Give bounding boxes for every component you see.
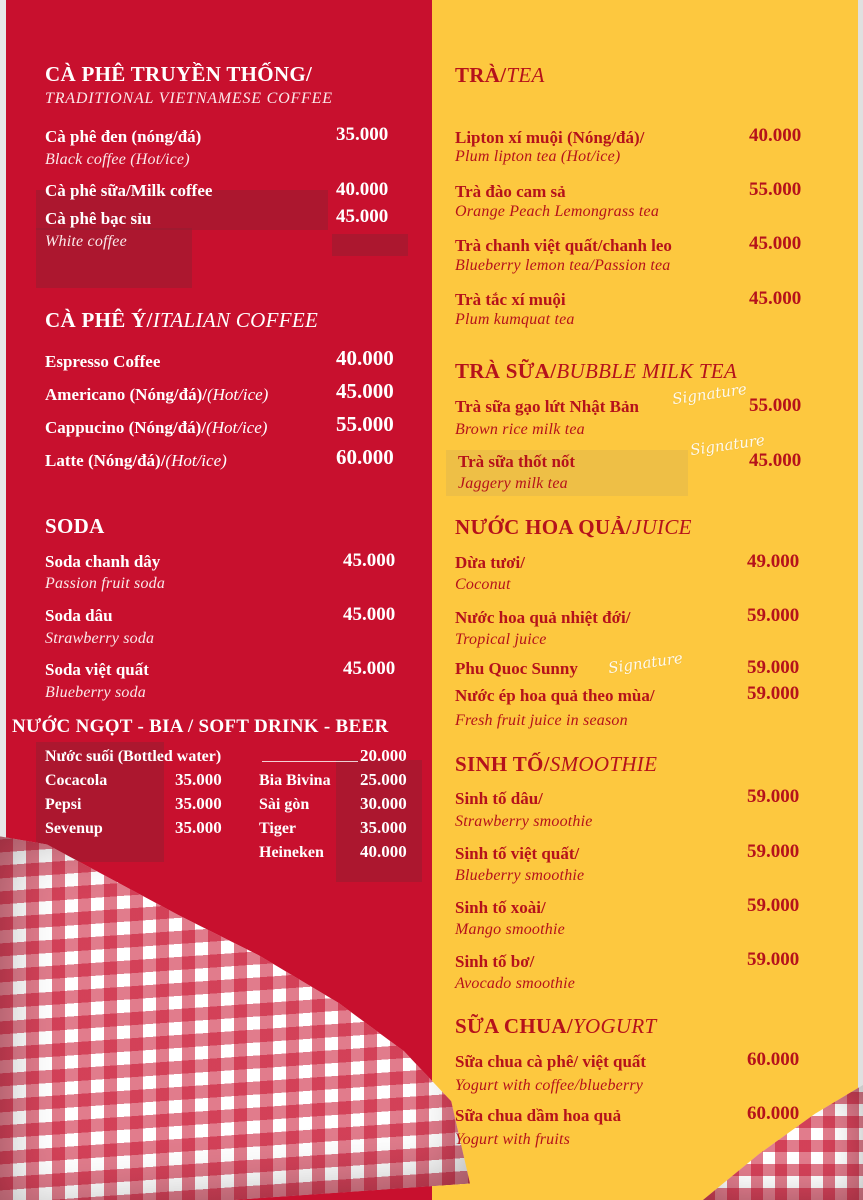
- section-subtitle-traditional-coffee: TRADITIONAL VIETNAMESE COFFEE: [45, 90, 333, 107]
- section-title-soda: SODA: [45, 514, 105, 538]
- section-title-vi: SỮA CHUA/: [455, 1014, 574, 1038]
- section-title-vi: TRÀ/: [455, 63, 507, 87]
- menu-item-english: Plum lipton tea (Hot/ice): [455, 148, 621, 165]
- menu-item-english: Orange Peach Lemongrass tea: [455, 203, 660, 220]
- menu-item-english: Yogurt with coffee/blueberry: [455, 1077, 644, 1094]
- menu-item-price: 40.000: [360, 842, 407, 861]
- menu-item-name: Sevenup: [45, 820, 103, 837]
- menu-item-name: Nước suối (Bottled water): [45, 748, 222, 765]
- menu-item-price: 35.000: [175, 770, 222, 789]
- menu-item-price: 40.000: [336, 346, 394, 370]
- menu-item-price: 45.000: [749, 233, 802, 254]
- menu-item-name: Heineken: [259, 844, 324, 861]
- menu-item-name: Cappucino (Nóng/đá)/(Hot/ice): [45, 418, 268, 437]
- menu-item-price: 20.000: [360, 746, 407, 765]
- menu-item-english: Blueberry smoothie: [455, 867, 585, 884]
- menu-item-english: Jaggery milk tea: [458, 475, 568, 492]
- menu-item-name: Trà đào cam sả: [455, 182, 566, 201]
- menu-item-price: 45.000: [749, 450, 802, 471]
- menu-item-price: 59.000: [747, 949, 800, 970]
- menu-item-name: Trà tắc xí muội: [455, 290, 566, 309]
- menu-item-name: Cà phê sữa/Milk coffee: [45, 181, 213, 200]
- menu-item-name: Bia Bivina: [259, 772, 331, 789]
- menu-item-english: Black coffee (Hot/ice): [45, 151, 190, 168]
- menu-item-english: White coffee: [45, 233, 127, 250]
- section-title-smoothie: [455, 752, 657, 777]
- menu-item-english: Blueberry soda: [45, 684, 147, 701]
- section-title-vi: SINH TỐ/: [455, 752, 550, 776]
- menu-item-price: 60.000: [336, 445, 394, 469]
- menu-item-price: 60.000: [747, 1103, 800, 1124]
- menu-item-name: Sữa chua dầm hoa quả: [455, 1106, 622, 1125]
- menu-item-name: Trà chanh việt quất/chanh leo: [455, 236, 672, 255]
- menu-item-price: 35.000: [336, 124, 389, 145]
- section-title-en: SMOOTHIE: [549, 752, 658, 776]
- menu-item-name: Sinh tố việt quất/: [455, 844, 580, 863]
- menu-item-name: Latte (Nóng/đá)/(Hot/ice): [45, 451, 227, 470]
- menu-item-english: Fresh fruit juice in season: [455, 712, 628, 729]
- menu-item-english: Avocado smoothie: [455, 975, 576, 992]
- menu-item-name: Americano (Nóng/đá)/(Hot/ice): [45, 385, 269, 404]
- section-title-bubble-milk-tea: [455, 359, 737, 384]
- section-title-traditional-coffee: CÀ PHÊ TRUYỀN THỐNG/: [45, 62, 313, 86]
- section-title-en: BUBBLE MILK TEA: [556, 359, 738, 383]
- menu-item-name: Cocacola: [45, 772, 108, 789]
- menu-item-name: Soda dâu: [45, 606, 113, 625]
- menu-item-name: Soda việt quất: [45, 660, 149, 679]
- menu-item-name: Phu Quoc Sunny: [455, 659, 578, 678]
- menu-item-price: 40.000: [749, 125, 802, 146]
- signature-badge: Signature: [671, 379, 748, 409]
- menu-item-price: 25.000: [360, 770, 407, 789]
- section-title-soft-drink-beer: NƯỚC NGỌT - BIA / SOFT DRINK - BEER: [12, 716, 389, 737]
- section-title-en: TEA: [506, 63, 545, 87]
- menu-item-english: Tropical juice: [455, 631, 547, 648]
- menu-item-price: 35.000: [175, 818, 222, 837]
- menu-item-name: Sài gòn: [259, 796, 310, 813]
- section-title-tea: [455, 63, 545, 88]
- section-title-italian-coffee: [45, 308, 318, 333]
- menu-item-price: 59.000: [747, 895, 800, 916]
- menu-item-name: Trà sữa gạo lứt Nhật Bản: [455, 397, 639, 416]
- menu-item-price: 40.000: [336, 179, 389, 200]
- menu-item-name: Trà sữa thốt nốt: [458, 452, 576, 471]
- menu-item-name: Espresso Coffee: [45, 352, 161, 371]
- redaction-patch: [332, 234, 408, 256]
- menu-item-english: Brown rice milk tea: [455, 421, 585, 438]
- section-title-en: ITALIAN COFFEE: [152, 308, 319, 332]
- menu-item-price: 49.000: [747, 551, 800, 572]
- menu-item-price: 55.000: [749, 395, 802, 416]
- menu-item-english: Strawberry smoothie: [455, 813, 593, 830]
- menu-item-price: 45.000: [343, 604, 396, 625]
- menu-item-name: Pepsi: [45, 796, 82, 813]
- section-title-vi: TRÀ SỮA/: [455, 359, 557, 383]
- menu-item-price: 35.000: [175, 794, 222, 813]
- menu-item-name: Lipton xí muội (Nóng/đá)/: [455, 128, 645, 147]
- section-title-en: JUICE: [631, 515, 692, 539]
- menu-item-name: Sữa chua cà phê/ việt quất: [455, 1052, 647, 1071]
- menu-item-name: Sinh tố dâu/: [455, 789, 543, 808]
- menu-item-english: Mango smoothie: [455, 921, 565, 938]
- menu-item-english: Coconut: [455, 576, 511, 593]
- section-title-yogurt: [455, 1014, 657, 1039]
- menu-item-english: Plum kumquat tea: [455, 311, 575, 328]
- menu-item-name: Soda chanh dây: [45, 552, 161, 571]
- section-title-vi: CÀ PHÊ Ý/: [45, 308, 153, 332]
- section-title-juice: [455, 515, 692, 540]
- menu-item-english: Yogurt with fruits: [455, 1131, 571, 1148]
- menu-item-price: 59.000: [747, 605, 800, 626]
- menu-item-english: Passion fruit soda: [45, 575, 166, 592]
- signature-badge: Signature: [689, 430, 766, 460]
- menu-item-english: Strawberry soda: [45, 630, 155, 647]
- menu-item-name: Nước hoa quả nhiệt đới/: [455, 608, 631, 627]
- menu-item-name: Cà phê đen (nóng/đá): [45, 127, 202, 146]
- signature-badge: Signature: [607, 648, 684, 678]
- section-title-vi: NƯỚC HOA QUẢ/: [455, 515, 632, 539]
- section-title-en: YOGURT: [573, 1014, 657, 1038]
- menu-item-price: 55.000: [749, 179, 802, 200]
- divider: [262, 761, 358, 762]
- menu-item-price: 45.000: [336, 206, 389, 227]
- menu-item-price: 30.000: [360, 794, 407, 813]
- menu-item-price: 45.000: [343, 550, 396, 571]
- menu-item-price: 60.000: [747, 1049, 800, 1070]
- menu-item-price: 59.000: [747, 841, 800, 862]
- menu-item-price: 45.000: [343, 658, 396, 679]
- menu-item-price: 59.000: [747, 683, 800, 704]
- menu-item-name: Cà phê bạc sỉu: [45, 209, 152, 228]
- menu-item-name: Sinh tố xoài/: [455, 898, 546, 917]
- menu-item-name: Sinh tố bơ/: [455, 952, 535, 971]
- menu-item-name: Nước ép hoa quả theo mùa/: [455, 686, 655, 705]
- menu-item-price: 35.000: [360, 818, 407, 837]
- menu-item-price: 55.000: [336, 412, 394, 436]
- menu-item-name: Tiger: [259, 820, 297, 837]
- menu-item-name: Dừa tươi/: [455, 553, 525, 572]
- menu-item-price: 59.000: [747, 657, 800, 678]
- menu-item-price: 45.000: [336, 379, 394, 403]
- menu-item-english: Blueberry lemon tea/Passion tea: [455, 257, 671, 274]
- menu-item-price: 45.000: [749, 288, 802, 309]
- menu-item-price: 59.000: [747, 786, 800, 807]
